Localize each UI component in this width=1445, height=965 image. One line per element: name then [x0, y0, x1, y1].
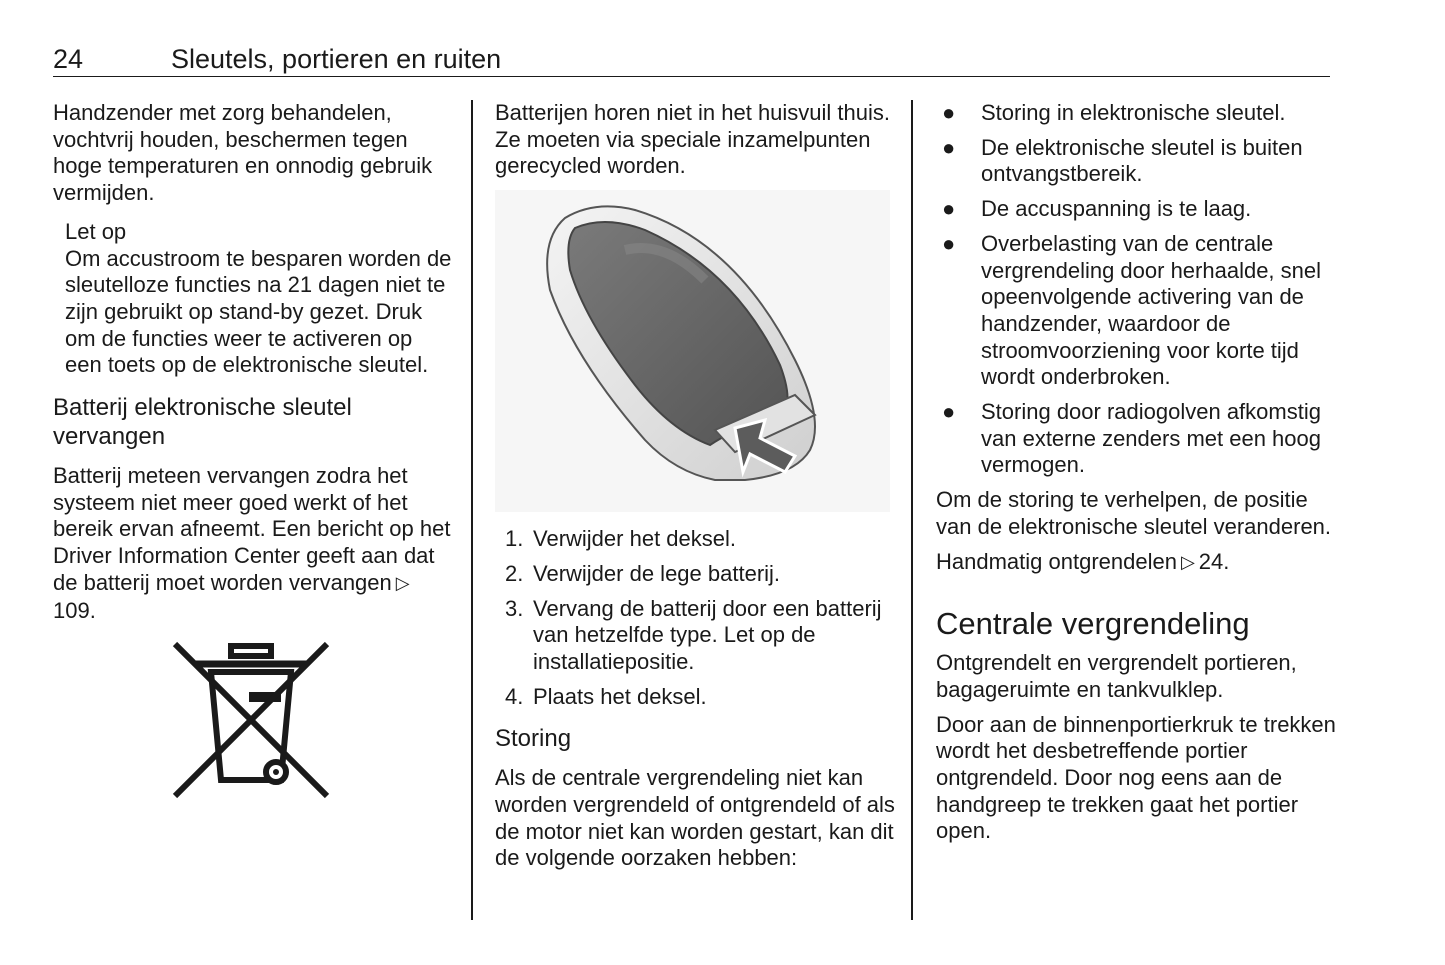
- paragraph: Batterij meteen vervangen zodra het systeem niet meer goed werkt of het bereik ervan afneemt. Een bericht op het Driver Information Center geeft aan dat de batterij moet worden vervangen ▷109.: [53, 463, 451, 623]
- list-item: ● Storing in elektronische sleutel.: [942, 100, 1286, 125]
- list-item: ● De accuspanning is te laag.: [942, 196, 1252, 222]
- list-item: ● Storing door radiogolven afkomstig van externe zenders met een hoog vermogen.: [942, 399, 1322, 478]
- bullet-icon: ●: [942, 230, 956, 256]
- section-heading: Batterij elektronische sleutel vervangen: [53, 394, 352, 451]
- page-header: [53, 42, 1330, 77]
- chapter-title: Sleutels, portieren en ruiten: [171, 44, 502, 74]
- cross-reference[interactable]: 24.: [1198, 548, 1230, 574]
- note-box: [65, 219, 453, 379]
- list-item: 4. Plaats het deksel.: [505, 683, 707, 709]
- bullet-icon: ●: [942, 196, 956, 222]
- bullet-icon: ●: [942, 134, 956, 160]
- bullet-icon: ●: [942, 100, 956, 125]
- paragraph: Ontgrendelt en vergrendelt portieren, bagageruimte en tankvulklep.: [936, 650, 1297, 702]
- column-left: [53, 100, 453, 800]
- paragraph: Batterijen horen niet in het huisvuil thuis. Ze moeten via speciale inzamelpunten gerecycled worden.: [495, 100, 891, 179]
- list-item: 2. Verwijder de lege batterij.: [505, 560, 781, 586]
- column-right: [936, 100, 1336, 853]
- paragraph: Om de storing te verhelpen, de positie van de elektronische sleutel veranderen.: [936, 487, 1332, 539]
- bullet-list: [936, 100, 1336, 479]
- section-heading: Centrale vergrendeling: [936, 606, 1250, 642]
- page-number: 24: [53, 44, 84, 74]
- steps-list: [495, 526, 895, 710]
- paragraph: Als de centrale vergrendeling niet kan worden vergrendeld of ontgrendeld of als de motor niet kan worden gestart, kan dit de volgende oorzaken hebben:: [495, 765, 895, 871]
- list-item: ● De elektronische sleutel is buiten ontvangstbereik.: [942, 134, 1303, 187]
- note-text: Om accustroom te besparen worden de sleutelloze functies na 21 dagen niet te zijn gebruikt op stand-by gezet. Druk om de functies weer te activeren op een toets op de elektronische sleutel.: [65, 245, 452, 378]
- list-item: 1. Verwijder het deksel.: [505, 526, 736, 552]
- column-divider: [471, 100, 473, 920]
- list-item: 3. Vervang de batterij door een batterij van hetzelfde type. Let op de installatiepositie.: [505, 595, 882, 674]
- triangle-right-icon: ▷: [1180, 551, 1195, 572]
- cross-reference[interactable]: 109.: [53, 597, 96, 623]
- paragraph: Door aan de binnenportierkruk te trekken wordt het desbetreffende portier ontgrendeld. Door nog eens aan de handgreep te trekken gaat het portier open.: [936, 711, 1336, 844]
- column-divider: [911, 100, 913, 920]
- paragraph: Handzender met zorg behandelen, vochtvrij houden, beschermen tegen hoge temperaturen en onnodig gebruik vermijden.: [53, 100, 433, 206]
- triangle-right-icon: ▷: [395, 572, 410, 593]
- bullet-icon: ●: [942, 399, 956, 425]
- note-title: Let op: [65, 218, 127, 244]
- section-heading: Storing: [495, 725, 572, 753]
- crossed-out-bin-icon: [171, 640, 331, 800]
- list-item: ● Overbelasting van de centrale vergrendeling door herhaalde, snel opeenvolgende activering van de handzender, waardoor de stroomvoorziening voor korte tijd wordt onderbroken.: [942, 230, 1322, 390]
- key-fob-illustration: [495, 190, 890, 512]
- column-middle: [495, 100, 895, 880]
- paragraph: Handmatig ontgrendelen ▷ 24.: [936, 548, 1230, 574]
